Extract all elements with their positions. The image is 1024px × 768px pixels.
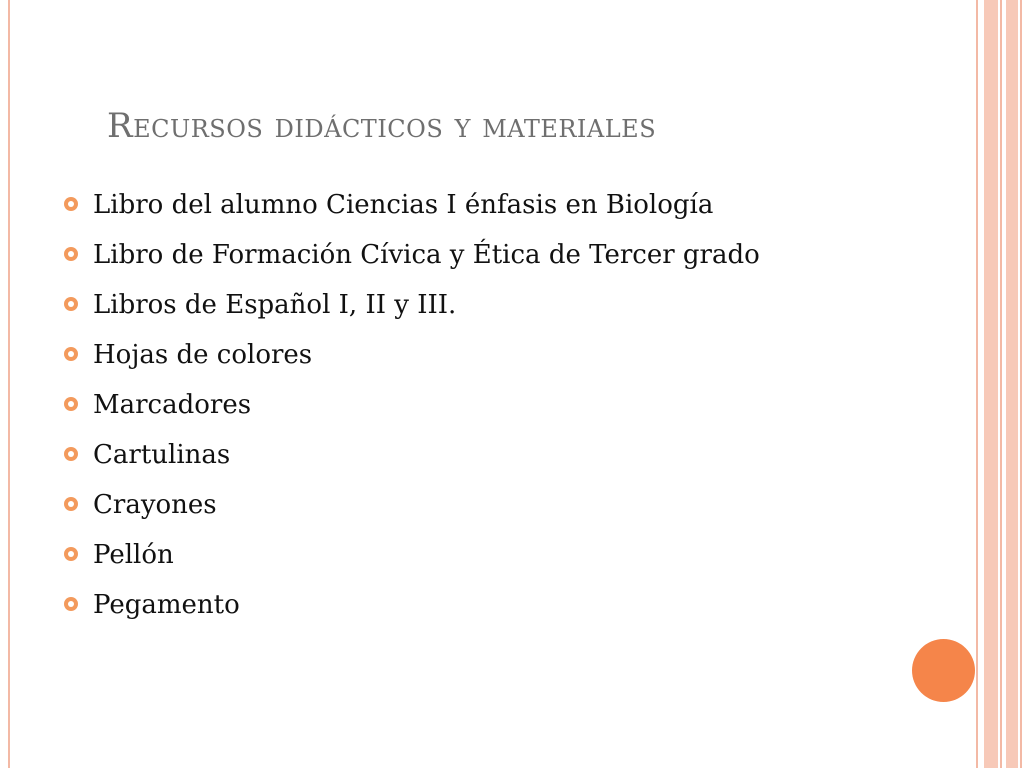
list-item	[63, 286, 877, 325]
left-border-line	[8, 0, 10, 768]
list-item-text: Libro de Formación Cívica y Ética de Tercer grado	[93, 240, 760, 270]
list-item	[63, 386, 877, 425]
bullet-icon	[64, 347, 78, 361]
bullet-icon	[64, 497, 78, 511]
list-item-text: Marcadores	[93, 390, 252, 420]
bullet-icon	[64, 297, 78, 311]
bullet-icon	[64, 597, 78, 611]
stripe-band	[1006, 0, 1018, 768]
bullet-icon	[64, 247, 78, 261]
bullet-icon	[64, 397, 78, 411]
list-item	[63, 186, 877, 225]
list-item-text: Pellón	[93, 540, 174, 570]
bullet-icon	[64, 547, 78, 561]
list-item	[63, 586, 877, 625]
stripe-band	[984, 0, 998, 768]
list-item	[63, 236, 877, 275]
decorative-orange-circle	[912, 639, 975, 702]
list-item-text: Pegamento	[93, 590, 240, 620]
list-item-text: Libro del alumno Ciencias I énfasis en Biología	[93, 190, 714, 220]
list-item-text: Cartulinas	[93, 440, 231, 470]
list-item	[63, 536, 877, 575]
bullet-icon	[64, 447, 78, 461]
list-item-text: Crayones	[93, 490, 217, 520]
stripe-line	[1000, 0, 1002, 768]
list-item-text: Libros de Español I, II y III.	[93, 290, 457, 320]
right-decorative-stripes	[976, 0, 1024, 768]
list-item	[63, 336, 877, 375]
bullet-list	[63, 186, 877, 636]
stripe-line	[976, 0, 978, 768]
list-item	[63, 436, 877, 475]
list-item-text: Hojas de colores	[93, 340, 313, 370]
bullet-icon	[64, 197, 78, 211]
stripe-line	[1020, 0, 1022, 768]
slide-title: Recursos didácticos y materiales	[107, 106, 657, 146]
list-item	[63, 486, 877, 525]
